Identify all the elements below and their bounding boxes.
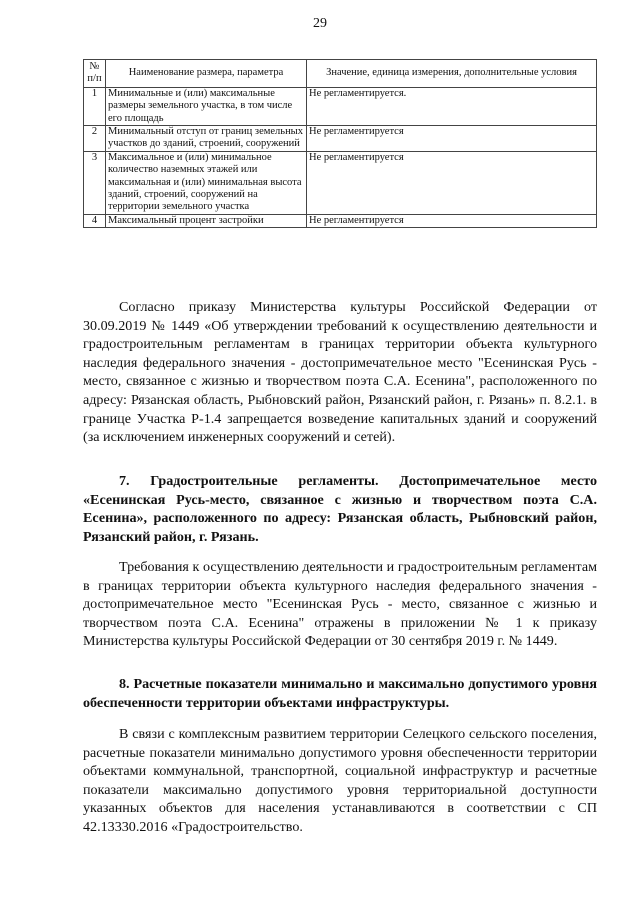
heading-text: 7. Градостроительные регламенты. Достопримечательное место «Есенинская Русь-место, связанное с жизнью и творчеством поэта С.А. Есенина», расположенного по адресу: Рязанская область, Рыбновский район, Рязанский район, г. Рязань. xyxy=(83,473,597,545)
row-value: Не регламентируется xyxy=(307,214,597,227)
row-number: 4 xyxy=(84,214,106,227)
table-row xyxy=(84,87,597,125)
table-header-row xyxy=(84,60,597,88)
paragraph-text: В связи с комплексным развитием территории Селецкого сельского поселения, расчетные показатели минимально допустимого уровня обеспеченности территории объектами коммунальной, транспортной, социальной инфраструктур и расчетные показатели максимально допустимого уровня территориальной доступности указанных объектов для населения устанавливаются в соответствии с СП 42.13330.2016 «Градостроительство. xyxy=(83,726,597,835)
table-row xyxy=(84,126,597,152)
paragraph-calculated-indicators xyxy=(83,725,597,837)
table-header-value: Значение, единица измерения, дополнительные условия xyxy=(307,60,597,88)
row-value: Не регламентируется xyxy=(307,126,597,152)
section-heading-8 xyxy=(83,675,597,712)
row-parameter: Максимальный процент застройки xyxy=(106,214,307,227)
table-row xyxy=(84,214,597,227)
table-row xyxy=(84,151,597,214)
heading-text: 8. Расчетные показатели минимально и максимально допустимого уровня обеспеченности территории объектами инфраструктуры. xyxy=(83,676,597,711)
row-parameter: Минимальный отступ от границ земельных участков до зданий, строений, сооружений xyxy=(106,126,307,152)
table-header-number: № п/п xyxy=(84,60,106,88)
paragraph-order-reference xyxy=(83,298,597,447)
page-number: 29 xyxy=(313,16,327,31)
row-value: Не регламентируется. xyxy=(307,87,597,125)
row-number: 3 xyxy=(84,151,106,214)
table-header-parameter: Наименование размера, параметра xyxy=(106,60,307,88)
paragraph-text: Согласно приказу Министерства культуры Российской Федерации от 30.09.2019 № 1449 «Об утверждении требований к осуществлению деятельности и градостроительным регламентам в границах территории объекта культурного наследия федерального значения - достопримечательное место "Есенинская Русь - место, связанное с жизнью и творчеством поэта С.А. Есенина", расположенного по адресу: Рязанская область, Рыбновский район, Рязанский район, г. Рязань» п. 8.2.1. в границе Участка Р-1.4 запрещается возведение капитальных зданий и сооружений (за исключением инженерных сооружений и сетей). xyxy=(83,299,597,446)
paragraph-requirements xyxy=(83,558,597,651)
row-parameter: Максимальное и (или) минимальное количество наземных этажей или максимальная и (или) минимальная высота зданий, строений, сооружений на территории земельного участка xyxy=(106,151,307,214)
row-parameter: Минимальные и (или) максимальные размеры земельного участка, в том числе его площадь xyxy=(106,87,307,125)
row-value: Не регламентируется xyxy=(307,151,597,214)
row-number: 2 xyxy=(84,126,106,152)
paragraph-text: Требования к осуществлению деятельности и градостроительным регламентам в границах территории объекта культурного наследия федерального значения - достопримечательное место "Есенинская Русь - место, связанное с жизнью и творчеством поэта С.А. Есенина" отражены в приложении № 1 к приказу Министерства культуры Российской Федерации от 30 сентября 2019 г. № 1449. xyxy=(83,559,597,650)
parameters-table xyxy=(83,59,597,228)
row-number: 1 xyxy=(84,87,106,125)
section-heading-7 xyxy=(83,472,597,546)
